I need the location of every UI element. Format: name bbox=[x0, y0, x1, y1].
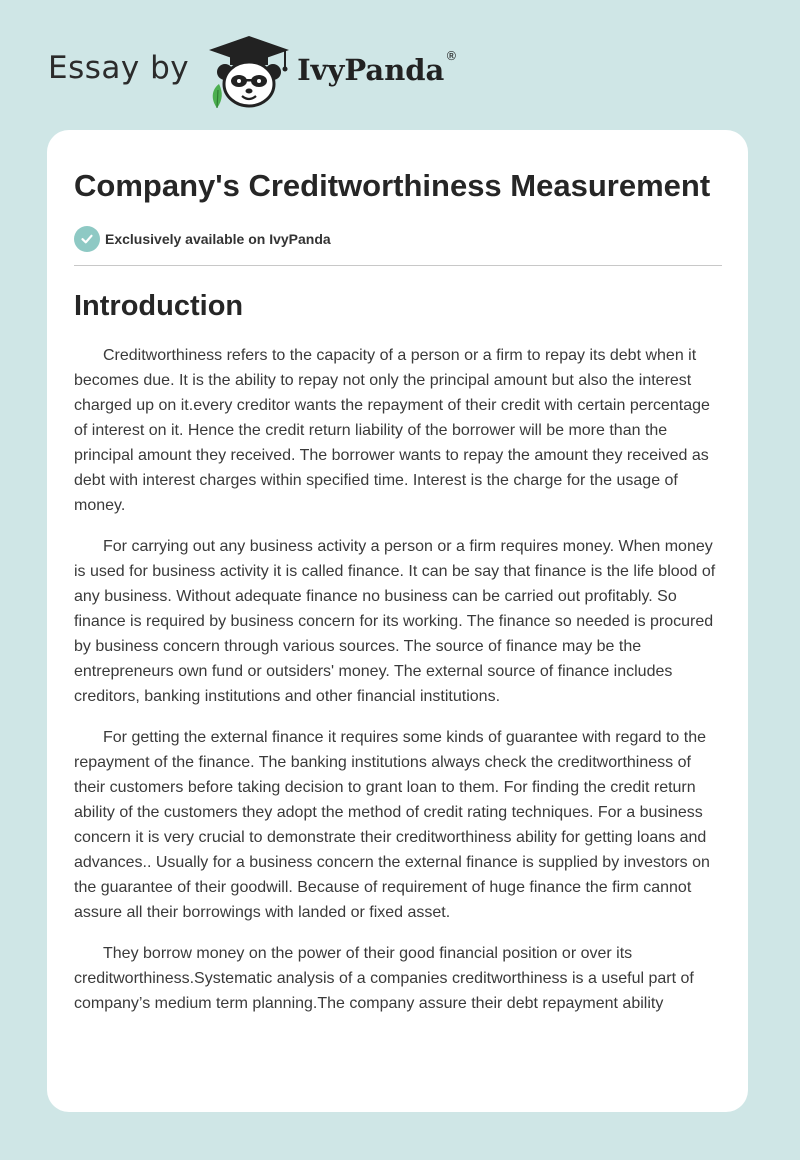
brand-prefix: Essay by bbox=[48, 50, 190, 86]
divider bbox=[74, 265, 722, 266]
check-circle-icon bbox=[74, 226, 100, 252]
essay-card bbox=[47, 130, 748, 1112]
page-title: Company's Creditworthiness Measurement bbox=[74, 168, 711, 203]
paragraph: For carrying out any business activity a person or a firm requires money. When money is used for business activity it is called finance. It can be say that finance is the life blood of any business. Without adequate finance no business can be carried out profitably. So finance is required by business concern for its working. The finance so needed is procured by business concern through various sources. The source of finance may be the entrepreneurs own fund or outsiders' money. The external source of finance includes creditors, banking institutions and other financial institutions. bbox=[74, 538, 716, 705]
paragraph: They borrow money on the power of their good financial position or over its creditworthiness.Systematic analysis of a companies creditworthiness is a useful part of company’s medium term planning.The company assure their debt repayment ability bbox=[74, 945, 694, 1012]
essay-body bbox=[74, 343, 722, 1016]
registered-mark: ® bbox=[445, 49, 458, 63]
panda-logo-icon[interactable] bbox=[203, 34, 295, 110]
site-header bbox=[48, 34, 456, 110]
exclusive-badge bbox=[74, 226, 722, 252]
brand-name[interactable]: IvyPanda bbox=[297, 53, 445, 87]
exclusive-label: Exclusively available on IvyPanda bbox=[105, 231, 331, 247]
paragraph: Creditworthiness refers to the capacity of a person or a firm to repay its debt when it becomes due. It is the ability to repay not only the principal amount but also the interest charged up on it.every creditor wants the repayment of their credit with certain percentage of interest on it. Hence the credit return liability of the borrower will be more than the principal amount they received. The borrower wants to repay the amount they received as debt with interest charges within specified time. Interest is the charge for the usage of money. bbox=[74, 347, 710, 514]
section-heading: Introduction bbox=[74, 290, 244, 322]
paragraph: For getting the external finance it requires some kinds of guarantee with regard to the repayment of the finance. The banking institutions always check the creditworthiness of their customers before taking decision to grant loan to them. For finding the credit return ability of the customers they adopt the method of credit rating techniques. For a business concern it is very crucial to demonstrate their creditworthiness ability for getting loans and advances.. Usually for a business concern the external finance is supplied by investors on the guarantee of their goodwill. Because of requirement of huge finance the firm cannot assure all their borrowings with landed or fixed asset. bbox=[74, 729, 710, 921]
